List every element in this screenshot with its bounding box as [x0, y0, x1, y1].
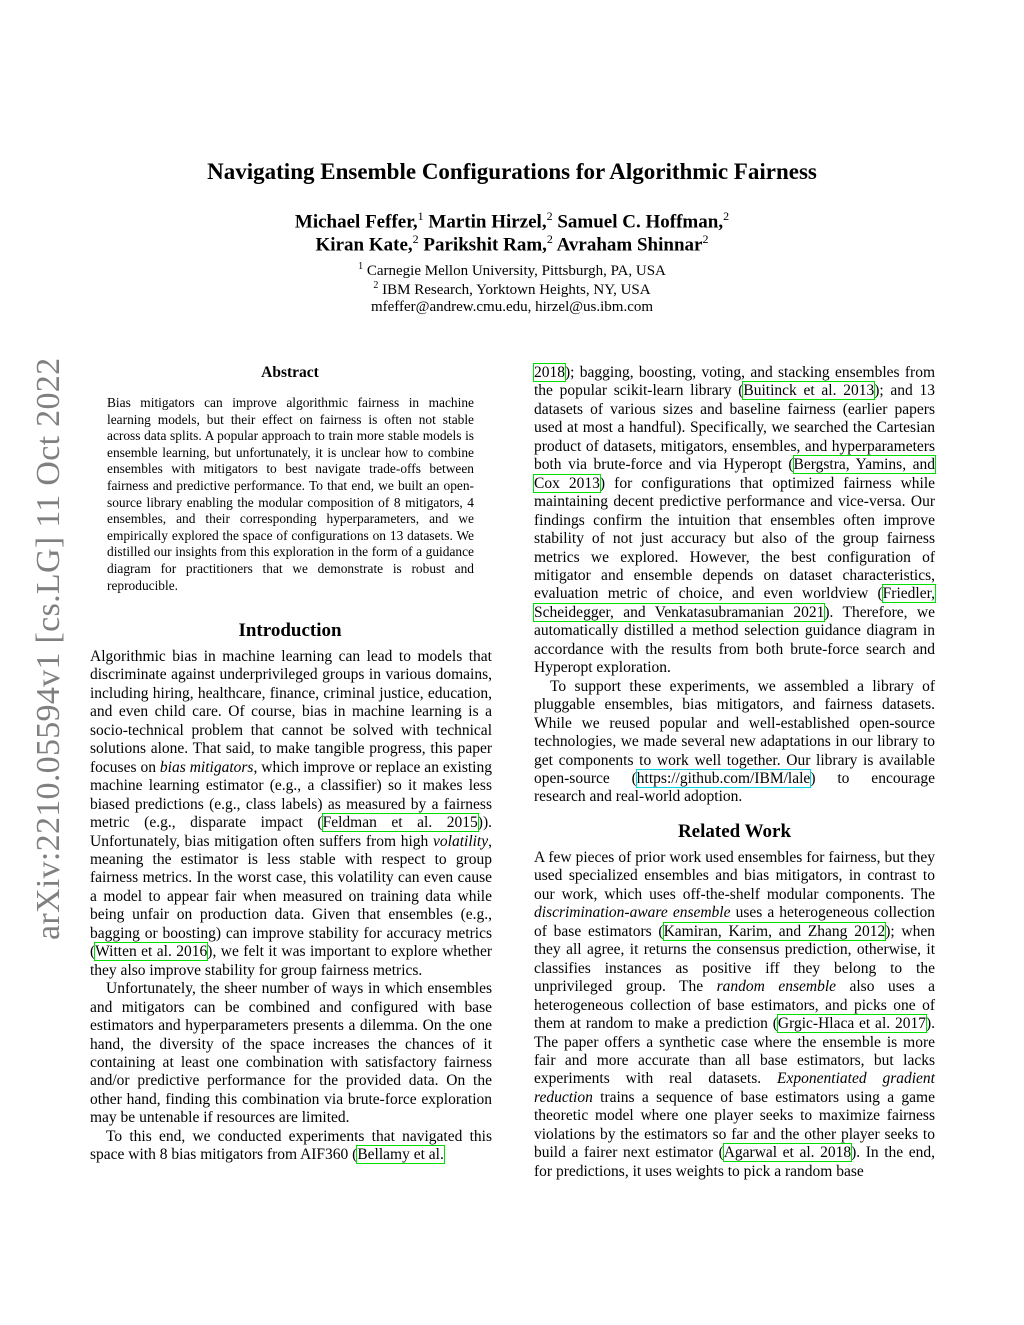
- citation-link[interactable]: Buitinck et al. 2013: [743, 382, 875, 400]
- related-paragraph-1: A few pieces of prior work used ensembles for fairness, but they used specialized ensembles and bias mitigators, in contrast to our work, which uses off-the-shelf modular components. The discrimination-aware ensemble uses a heterogeneous collection of base estimators (Kamiran, Karim, and Zhang 2012); when they all agree, it returns the consensus prediction, otherwise, it classifies instances as positive iff they belong to the unprivileged group. The random ensemble also uses a heterogeneous collection of base estimators, and picks one of them at random to make a prediction (Grgic-Hlaca et al. 2017). The paper offers a synthetic case where the ensemble is more fair and more accurate than all base estimators, but lacks experiments with real datasets. Exponentiated gradient reduction trains a sequence of base estimators using a game theoretic model where one player seeks to maximize fairness violations by the estimators so far and the other player seeks to build a fairer next estimator (Agarwal et al. 2018). In the end, for predictions, it uses weights to pick a random base: [534, 849, 936, 1180]
- library-url-link[interactable]: https://github.com/IBM/lale: [636, 769, 811, 787]
- citation-link[interactable]: Feldman et al. 2015: [322, 814, 478, 832]
- citation-link[interactable]: Agarwal et al. 2018: [723, 1144, 852, 1162]
- authors-line-2: Kiran Kate,$^2$ Parikshit Ram,$^2$ Avraham Shinnar$^2$: [315, 232, 709, 256]
- right-column-body: [534, 364, 935, 807]
- authors-line-1: Michael Feffer,$^1$ Martin Hirzel,$^2$ Samuel C. Hoffman,$^2$: [294, 209, 730, 233]
- intro-paragraph-continued: 2018); bagging, boosting, voting, and stacking ensembles from the popular scikit-learn library (Buitinck et al. 2013); and 13 datasets of various sizes and baseline fairness (earlier papers used at most a handful). Specifically, we searched the Cartesian product of datasets, mitigators, ensembles, and hyperparameters both via brute-force and via Hyperopt (Bergstra, Yamins, and Cox 2013) for configurations that optimized fairness while maintaining decent predictive performance and vice-versa. Our findings confirm the intuition that ensembles often improve stability of not just accuracy but also of the group fairness metrics we explored. However, the best configuration of mitigator and ensemble depends on dataset characteristics, evaluation metric of choice, and even worldview (Friedler, Scheidegger, and Venkatasubramanian 2021). Therefore, we automatically distilled a method selection guidance diagram in accordance with the results from both brute-force search and Hyperopt exploration.: [534, 364, 936, 677]
- citation-link[interactable]: Bergstra, Yamins, and Cox 2013: [534, 456, 935, 492]
- intro-paragraph-1: Algorithmic bias in machine learning can lead to models that discriminate against underprivileged groups in various domains, including hiring, healthcare, finance, criminal justice, education, and even child care. Of course, bias in machine learning is a socio-technical problem that cannot be solved with technical solutions alone. That said, to make tangible progress, this paper focuses on bias mitigators, which improve or replace an existing machine learning estimator (e.g., a classifier) so it makes less biased predictions (e.g., class labels) as measured by a fairness metric (e.g., disparate impact (Feldman et al. 2015)). Unfortunately, bias mitigation often suffers from high volatility, meaning the estimator is less stable with respect to group fairness metrics. In the worst case, this volatility can even cause a model to appear fair when measured on training data while being unfair on production data. Given that ensembles (e.g., bagging or boosting) can improve stability for accuracy metrics (Witten et al. 2016), we felt it was important to explore whether they also improve stability for group fairness metrics.: [90, 648, 492, 979]
- affiliation-1: $^1$ Carnegie Mellon University, Pittsburgh, PA, USA: [358, 261, 666, 279]
- related-work-body: [534, 849, 935, 1181]
- related-work-heading: Related Work: [677, 821, 792, 842]
- abstract-text: Bias mitigators can improve algorithmic fairness in machine learning models, but their effect on fairness is often not stable across data splits. A popular approach to train more stable models is ensemble learning, but unfortunately, it is unclear how to combine ensembles with mitigators to best navigate trade-offs between fairness and predictive performance. To that end, we built an open-source library enabling the modular composition of 8 mitigators, 4 ensembles, and their corresponding hyperparameters, and we empirically explored the space of configurations on 13 datasets. We distilled our insights from this exploration in the form of a guidance diagram for practitioners that we demonstrate is robust and reproducible.: [107, 395, 474, 593]
- affiliation-2: $^2$ IBM Research, Yorktown Heights, NY, USA: [373, 280, 651, 298]
- paper-title: Navigating Ensemble Configurations for Algorithmic Fairness: [207, 159, 817, 184]
- intro-paragraph-4: To support these experiments, we assembled a library of pluggable ensembles, bias mitigators, and fairness datasets. While we reused popular and well-established open-source technologies, we made several new adaptations in our library to get components to work well together. Our library is available open-source (https://github.com/IBM/lale) to encourage research and real-world adoption.: [534, 677, 935, 806]
- abstract-heading: Abstract: [261, 364, 319, 381]
- citation-link[interactable]: Bellamy et al.: [357, 1146, 444, 1164]
- citation-link[interactable]: Witten et al. 2016: [95, 943, 208, 961]
- citation-link[interactable]: Grgic-Hlaca et al. 2017: [777, 1015, 926, 1033]
- left-column-body: [90, 648, 492, 1165]
- author-emails: mfeffer@andrew.cmu.edu, hirzel@us.ibm.com: [370, 299, 654, 315]
- citation-link[interactable]: Kamiran, Karim, and Zhang 2012: [663, 922, 886, 940]
- citation-link[interactable]: Friedler, Scheidegger, and Venkatasubramanian 2021: [534, 585, 935, 621]
- citation-link[interactable]: 2018: [534, 364, 565, 381]
- intro-paragraph-3: To this end, we conducted experiments that navigated this space with 8 bias mitigators from AIF360 (Bellamy et al.: [90, 1127, 492, 1164]
- arxiv-identifier: arXiv:2210.05594v1 [cs.LG] 11 Oct 2022: [30, 357, 67, 940]
- introduction-heading: Introduction: [238, 620, 342, 641]
- intro-paragraph-2: Unfortunately, the sheer number of ways in which ensembles and mitigators can be combined and configured with base estimators and hyperparameters presents a dilemma. On the one hand, the diversity of the space increases the chances of it containing at least one combination with satisfactory fairness and/or predictive performance for the provided data. On the other hand, finding this combination via brute-force exploration may be untenable if resources are limited.: [90, 980, 492, 1127]
